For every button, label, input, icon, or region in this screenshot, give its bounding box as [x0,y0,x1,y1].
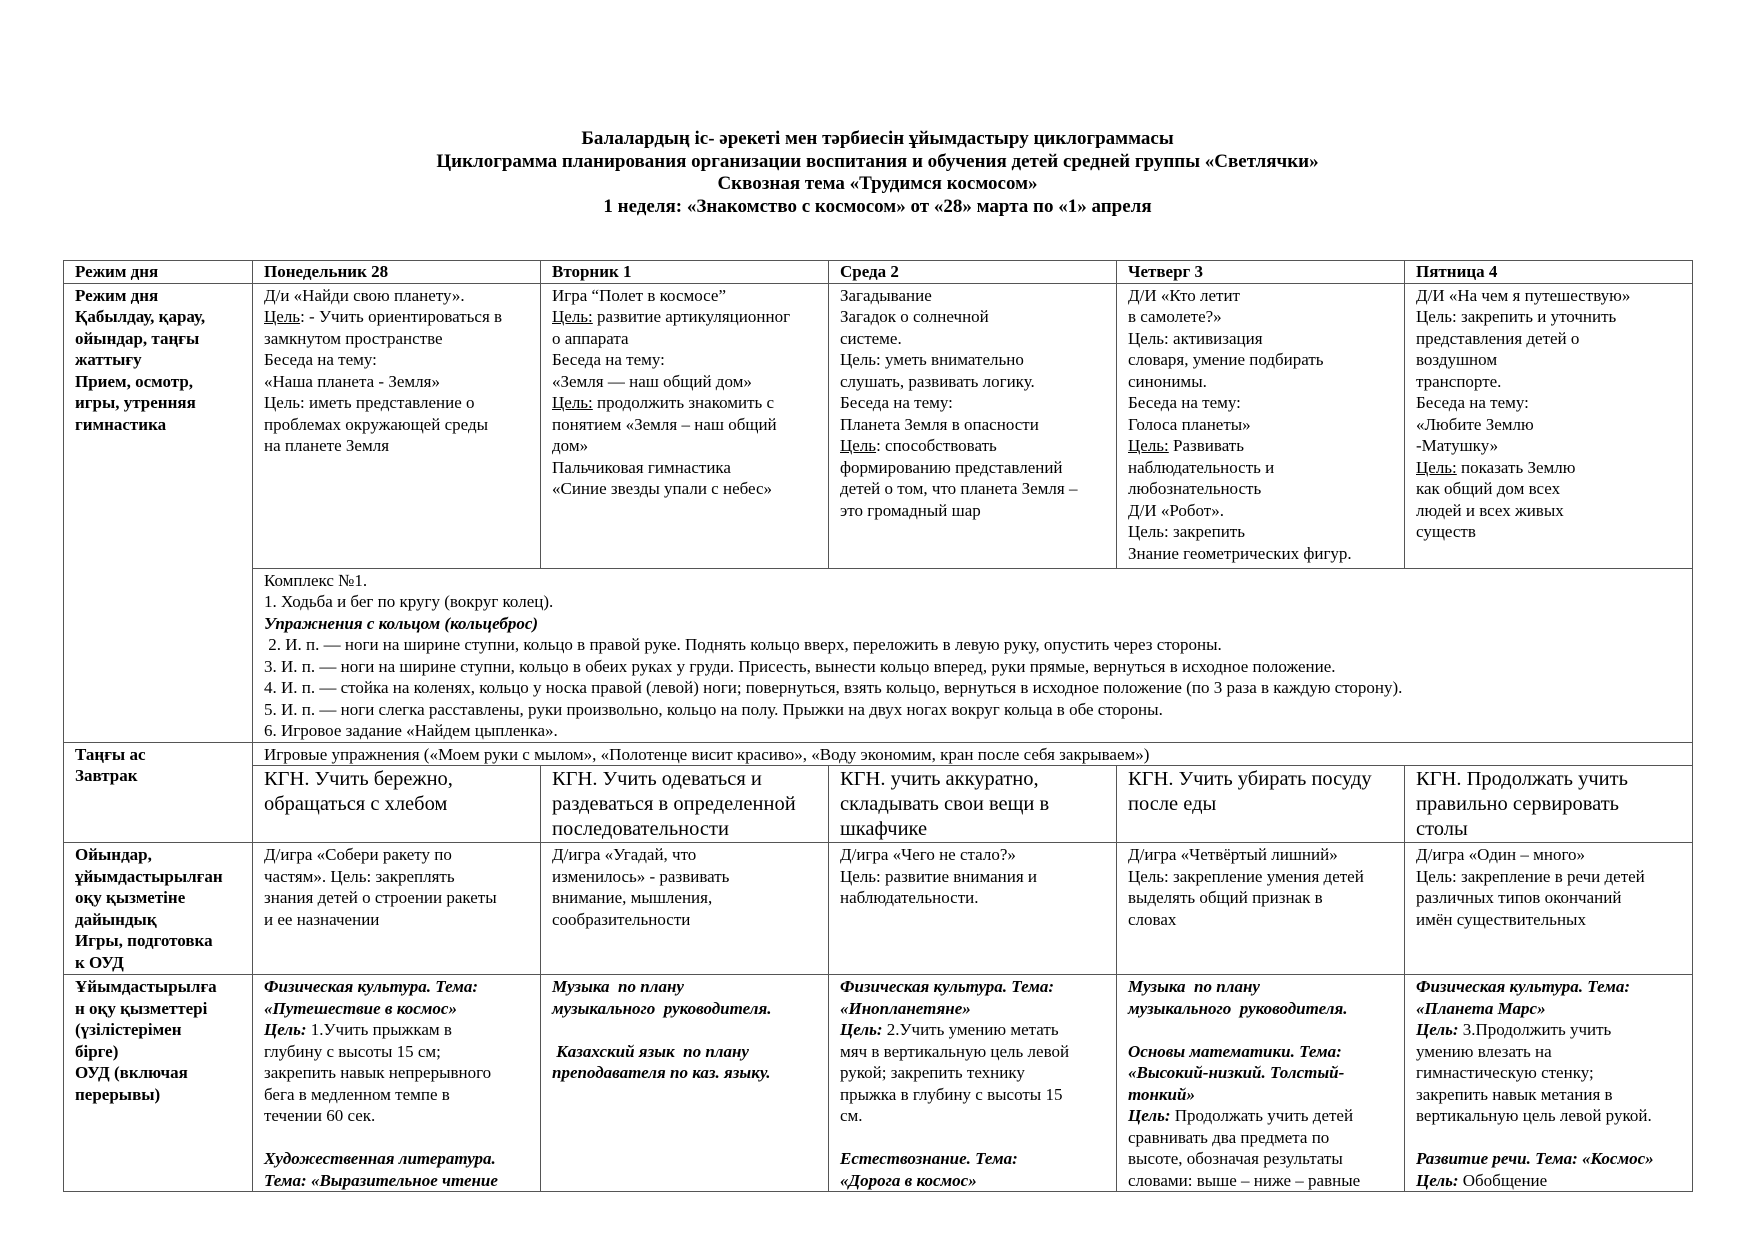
complex-line: 5. И. п. — ноги слегка расставлены, руки произвольно, кольцо на полу. Прыжки на двух ногах вокруг кольца в обе стороны. [264,699,1163,719]
row-label-line: оқу қызметіне [75,888,186,907]
breakfast-kgn-row [64,766,1693,843]
cell-line: Цель: иметь представление о [264,393,475,412]
cell-line: Цель: закрепить и уточнить [1416,307,1617,326]
prep-monday [253,843,541,975]
morning-tuesday [541,283,829,568]
cell-line: Цель: закрепление умения детей [1128,866,1364,886]
title-russian: Циклограмма планирования организации воспитания и обучения детей средней группы «Светлячки» [436,150,1319,172]
cell-line: КГН. Продолжать учить [1416,768,1628,790]
goal-label-text: Цель: [264,1020,307,1039]
cell-line [264,306,534,328]
goal-rest-text: 1.Учить прыжкам в [306,1020,452,1039]
cell-line: «Синие звезды упали с небес» [552,479,773,498]
cell-line: Планета Земля в опасности [840,414,1039,434]
row-label-breakfast [64,742,253,843]
cell-line: наблюдательность и [1128,457,1275,477]
cell-line: КГН. Учить одеваться и [552,768,762,790]
cell-line: тонкий» [1128,1084,1195,1104]
goal-label-text: Цель: [552,393,593,412]
cell-line: бега в медленном темпе в [264,1084,450,1104]
cell-line: Музыка по плану [1128,977,1260,996]
cell-line [1416,1019,1686,1041]
goal-rest-text: Продолжать учить детей [1170,1106,1354,1125]
cell-line: «Любите Землю [1416,414,1534,434]
cell-line: преподавателя по каз. языку. [552,1063,771,1082]
cell-line: Основы математики. Тема: [1128,1041,1342,1061]
cell-line: музыкального руководителя. [552,998,772,1018]
goal-rest-text: 3.Продолжить учить [1458,1020,1612,1039]
complex-heading: Упражнения с кольцом (кольцеброс) [264,613,539,633]
complex-line: 4. И. п. — стойка на коленях, кольцо у носка правой (левой) ноги; повернуться, взять кольцо, вернуться в исходное положение (по 3 раза в каждую сторону). [264,678,1403,697]
cell-line: Беседа на тему: [264,350,377,369]
cell-line: Игра “Полет в космосе” [552,285,727,305]
cell-line: воздушном [1416,350,1498,369]
oud-row [64,975,1693,1192]
goal-label-text: Цель: [1416,1020,1459,1039]
cell-line: Голоса планеты» [1128,414,1251,434]
row-label-line: Игры, подготовка [75,931,213,950]
row-label-line: перерывы) [75,1084,161,1104]
document-titles [0,128,1755,218]
goal-label-text: Цель [264,307,301,326]
cell-line: Музыка по плану [552,977,684,996]
kgn-thursday [1117,766,1405,843]
breakfast-games-row [64,742,1693,766]
kgn-friday [1405,766,1693,843]
cell-line: Знание геометрических фигур. [1128,543,1352,563]
cell-line: последовательности [552,818,729,840]
row-label-line: ОУД (включая [75,1063,188,1082]
kgn-monday [253,766,541,843]
cell-line: Беседа на тему: [552,350,665,369]
morning-thursday [1117,283,1405,568]
cell-line: после еды [1128,793,1217,815]
goal-rest-text: продолжить знакомить с [592,393,775,412]
cell-line: Беседа на тему: [840,393,953,412]
cell-line: в самолете?» [1128,307,1222,326]
cell-line [1128,1019,1398,1041]
cell-line: изменилось» - развивать [552,866,730,886]
cell-line: сообразительности [552,909,691,929]
cell-line: гимнастическую стенку; [1416,1063,1594,1082]
cell-line [552,306,822,328]
cell-line: как общий дом всех [1416,479,1561,498]
cell-line: КГН. учить аккуратно, [840,768,1039,790]
cell-line: Цель: развитие внимания и [840,866,1038,886]
cell-line: понятием «Земля – наш общий [552,414,777,434]
cell-line: Тема: «Выразительное чтение [264,1170,498,1190]
cell-line: Художественная литература. [264,1149,496,1168]
cell-line: рукой; закрепить технику [840,1063,1025,1082]
cell-line: глубину с высоты 15 см; [264,1041,441,1061]
cell-line: сравнивать два предмета по [1128,1127,1330,1147]
cell-line: любознательность [1128,479,1262,498]
header-row [64,261,1693,284]
cell-line: выделять общий признак в [1128,888,1323,907]
cell-line: Беседа на тему: [1416,393,1529,412]
cell-line [552,392,822,414]
kgn-wednesday [829,766,1117,843]
header-cell: Пятница 4 [1405,261,1693,284]
cell-line: музыкального руководителя. [1128,998,1348,1018]
header-cell: Понедельник 28 [253,261,541,284]
goal-rest-text: развитие артикуляционног [592,307,791,326]
prep-row [64,843,1693,975]
goal-label-text: Цель: [1416,457,1457,477]
cell-line: Пальчиковая гимнастика [552,457,731,477]
complex-line: 3. И. п. — ноги на ширине ступни, кольцо в обеих руках у груди. Присесть, вынести кольцо вперед, руки прямые, вернуться в исходное положение. [264,656,1336,676]
row-label-oud [64,975,253,1192]
oud-wednesday [829,975,1117,1192]
cell-line: имён существительных [1416,909,1586,929]
cell-line [264,1127,534,1149]
row-label-line: ұйымдастырылған [75,866,223,886]
cell-line: Д/И «На чем я путешествую» [1416,285,1631,305]
cell-line: Д/И «Робот». [1128,500,1224,520]
row-label-prep [64,843,253,975]
goal-label-text: Цель: [840,1020,883,1039]
cell-line: на планете Земля [264,436,390,455]
cell-line: «Дорога в космос» [840,1170,977,1190]
row-label-morning [64,283,253,742]
complex-line: 1. Ходьба и бег по кругу (вокруг колец). [264,592,554,611]
cell-line: представления детей о [1416,328,1580,348]
goal-label-text: Цель: [1128,1106,1171,1125]
title-week: 1 неделя: «Знакомство с космосом» от «28» марта по «1» апреля [603,195,1152,217]
morning-row [64,283,1693,568]
row-label-line: Таңғы ас [75,744,146,764]
cell-line: Д/игра «Один – много» [1416,845,1585,864]
row-label-line: Қабылдау, қарау, [75,307,206,326]
cell-line: прыжка в глубину с высоты 15 [840,1084,1063,1104]
goal-rest-text: 2.Учить умению метать [882,1020,1059,1039]
oud-monday [253,975,541,1192]
cell-line: течении 60 сек. [264,1106,376,1125]
cell-line: Д/игра «Чего не стало?» [840,845,1016,864]
cell-line: синонимы. [1128,371,1207,391]
cell-line [840,435,1110,457]
cell-line [264,1019,534,1041]
cell-line: КГН. Учить убирать посуду [1128,768,1372,790]
cell-line: «Наша планета - Земля» [264,371,440,391]
cell-line: это громадный шар [840,500,981,520]
cell-line: столы [1416,818,1468,840]
prep-friday [1405,843,1693,975]
cell-line [840,1127,1110,1149]
cell-line [1416,1170,1686,1192]
goal-rest-text: Развивать [1168,436,1244,455]
exercise-complex-row [64,568,1693,742]
prep-wednesday [829,843,1117,975]
cell-line: «Инопланетяне» [840,998,971,1018]
cell-line: шкафчике [840,818,928,840]
cell-line: «Путешествие в космос» [264,998,457,1018]
cell-line [1416,1127,1686,1149]
cell-line: вертикальную цель левой рукой. [1416,1106,1652,1125]
cell-line [840,1019,1110,1041]
header-cell: Четверг 3 [1117,261,1405,284]
cell-line: см. [840,1106,863,1125]
cell-line: Цель: закрепление в речи детей [1416,866,1645,886]
row-label-line: Ойындар, [75,845,152,864]
goal-label-text: Цель: [1128,436,1169,455]
cell-line: обращаться с хлебом [264,793,448,815]
cell-line: Естествознание. Тема: [840,1149,1018,1168]
row-label-line: игры, утренняя [75,393,196,412]
cell-line: умению влезать на [1416,1041,1552,1061]
title-theme: Сквозная тема «Трудимся космосом» [717,173,1038,194]
cyclogram-table [63,260,1693,1192]
oud-tuesday [541,975,829,1192]
cell-line: «Высокий-низкий. Толстый- [1128,1063,1345,1082]
goal-rest-text: : - Учить ориентироваться в [300,307,503,326]
cell-line: людей и всех живых [1416,500,1564,520]
cell-line: словами: выше – ниже – равные [1128,1170,1361,1190]
cell-line: Физическая культура. Тема: [264,977,479,996]
oud-thursday [1117,975,1405,1192]
cell-line [552,1019,822,1041]
cell-line: детей о том, что планета Земля – [840,479,1078,498]
cell-line: частям». Цель: закреплять [264,866,455,886]
cell-line: словах [1128,909,1177,929]
cell-line: и ее назначении [264,909,380,929]
cell-line: транспорте. [1416,371,1502,391]
kgn-tuesday [541,766,829,843]
cell-line: Беседа на тему: [1128,393,1241,412]
cell-line: наблюдательности. [840,888,979,907]
cell-line: Д/И «Кто летит [1128,285,1240,305]
morning-monday [253,283,541,568]
row-label-line: Прием, осмотр, [75,371,194,391]
cell-line: Д/игра «Четвёртый лишний» [1128,845,1338,864]
row-label-line: Ұйымдастырылға [75,977,217,996]
cell-line: -Матушку» [1416,436,1499,455]
complex-line: 6. Игровое задание «Найдем цыпленка». [264,721,558,740]
goal-rest-text: : способствовать [876,436,997,455]
cell-line: «Планета Марс» [1416,998,1546,1018]
title-kazakh: Балалардың іс- әрекеті мен тәрбиесін ұйымдастыру циклограммасы [581,128,1174,149]
cell-line: Д/и «Найди свою планету». [264,285,465,305]
header-cell: Среда 2 [829,261,1117,284]
row-label-line: жаттығу [75,350,142,369]
cell-line: замкнутом пространстве [264,328,443,348]
cell-line [1128,1105,1398,1127]
cell-line [1128,435,1398,457]
cell-line: слушать, развивать логику. [840,371,1035,391]
cell-line: Развитие речи. Тема: «Космос» [1416,1149,1654,1168]
cell-line: закрепить навык непрерывного [264,1063,492,1082]
cell-line: мяч в вертикальную цель левой [840,1041,1070,1061]
row-label-line: к ОУД [75,952,124,972]
row-label-line: н оқу қызметтері [75,998,208,1018]
oud-friday [1405,975,1693,1192]
cell-line: системе. [840,328,902,348]
morning-friday [1405,283,1693,568]
prep-thursday [1117,843,1405,975]
cell-line: проблемах окружающей среды [264,414,489,434]
cell-line: Цель: активизация [1128,328,1263,348]
cell-line: Загадывание [840,285,932,305]
cell-line: дом» [552,436,589,455]
cell-line [1416,457,1686,479]
cell-line: различных типов окончаний [1416,888,1622,907]
header-cell: Вторник 1 [541,261,829,284]
row-label-line: Завтрак [75,766,138,785]
cell-line: внимание, мышления, [552,888,713,907]
header-cell: Режим дня [64,261,253,284]
goal-label-text: Цель [840,436,877,455]
cell-line: Загадок о солнечной [840,307,989,326]
cell-line: о аппарата [552,328,629,348]
morning-wednesday [829,283,1117,568]
row-label-line: гимнастика [75,414,167,434]
cell-line: Физическая культура. Тема: [840,977,1055,996]
goal-label-text: Цель: [1416,1170,1459,1190]
cell-line: складывать свои вещи в [840,793,1050,815]
prep-tuesday [541,843,829,975]
cell-line: существ [1416,522,1476,541]
complex-title: Комплекс №1. [264,570,368,590]
cell-line: словаря, умение подбирать [1128,350,1324,369]
goal-label-text: Цель: [552,307,593,326]
exercise-complex [253,568,1693,742]
row-label-line: ойындар, таңғы [75,328,200,348]
row-label-line: бірге) [75,1041,119,1061]
cell-line: Казахский язык по плану [552,1041,749,1061]
complex-line: 2. И. п. — ноги на ширине ступни, кольцо в правой руке. Поднять кольцо вверх, переложить в левую руку, опустить через стороны. [264,635,1222,654]
cell-line: «Земля — наш общий дом» [552,371,752,391]
cell-line: Физическая культура. Тема: [1416,977,1631,996]
cell-line: Цель: закрепить [1128,522,1245,541]
goal-rest-text: Обобщение [1458,1170,1548,1190]
cell-line: Цель: уметь внимательно [840,350,1024,369]
row-label-line: (үзілістерімен [75,1020,182,1039]
row-label-line: дайындық [75,909,157,929]
cell-line: закрепить навык метания в [1416,1084,1613,1104]
cell-line: правильно сервировать [1416,793,1620,815]
cell-line: раздеваться в определенной [552,793,796,815]
breakfast-games: Игровые упражнения («Моем руки с мылом», «Полотенце висит красиво», «Воду экономим, кран после себя закрываем») [253,742,1693,766]
cell-line: Д/игра «Собери ракету по [264,845,452,864]
cell-line: высоте, обозначая результаты [1128,1149,1343,1168]
goal-rest-text: показать Землю [1456,457,1576,477]
cell-line: Д/игра «Угадай, что [552,845,697,864]
cell-line: КГН. Учить бережно, [264,768,453,790]
cell-line: формированию представлений [840,457,1063,477]
cell-line: знания детей о строении ракеты [264,888,497,907]
row-label-line: Режим дня [75,285,159,305]
